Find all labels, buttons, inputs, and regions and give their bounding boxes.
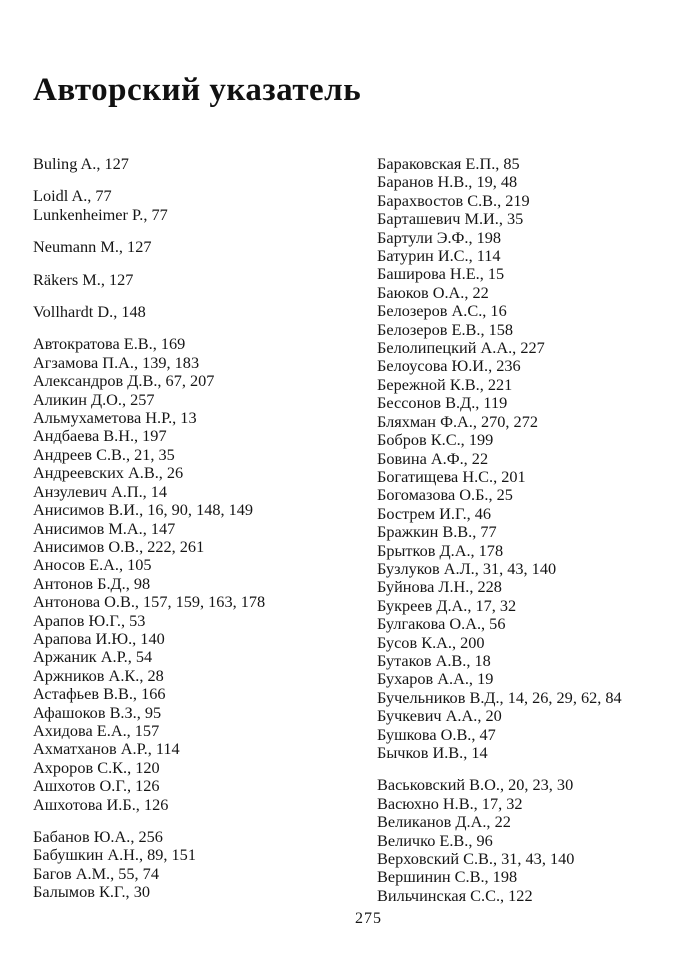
index-entry: Бусов К.А., 200: [377, 632, 485, 652]
index-entry: Анисимов О.В., 222, 261: [33, 536, 205, 556]
index-entry: Бучельников В.Д., 14, 26, 29, 62, 84: [377, 687, 622, 707]
index-entry: Андбаева В.Н., 197: [33, 426, 167, 446]
index-entry: Бострем И.Г., 46: [377, 503, 492, 523]
index-entry: Богатищева Н.С., 201: [377, 466, 526, 486]
index-entry: Ахматханов А.Р., 114: [33, 739, 180, 759]
index-entry: Андреев С.В., 21, 35: [33, 444, 175, 464]
index-entry: Белоусова Ю.И., 236: [377, 356, 521, 376]
index-group: [33, 335, 368, 814]
index-entry: Андреевских А.В., 26: [33, 463, 184, 483]
index-entry: Vollhardt D., 148: [33, 302, 146, 322]
index-group: [33, 238, 368, 256]
index-entry: Арапова И.Ю., 140: [33, 628, 165, 648]
index-entry: Räkers M., 127: [33, 269, 134, 289]
index-entry: Neumann M., 127: [33, 237, 152, 257]
index-entry: Бараковская Е.П., 85: [377, 154, 520, 173]
page-title: Авторский указатель: [33, 72, 362, 108]
index-entry: Бабанов Ю.А., 256: [33, 827, 163, 846]
index-entry: Анисимов М.А., 147: [33, 518, 176, 538]
index-entry: Баранов Н.В., 19, 48: [377, 172, 518, 192]
index-entry: Аносов Е.А., 105: [33, 555, 152, 575]
index-entry: Вершинин С.В., 198: [377, 867, 518, 887]
index-entry: Бражкин В.В., 77: [377, 522, 497, 542]
index-group: [377, 776, 672, 905]
index-entry: Белозеров А.С., 16: [377, 301, 507, 321]
index-entry: Бабушкин А.Н., 89, 151: [33, 845, 196, 865]
index-column-left: [33, 155, 368, 916]
index-entry: Бобров К.С., 199: [377, 430, 494, 450]
index-entry: Автократова Е.В., 169: [33, 334, 186, 354]
index-entry: Бухаров А.А., 19: [377, 669, 494, 689]
index-entry: Анзулевич А.П., 14: [33, 481, 168, 501]
index-entry: Антонова О.В., 157, 159, 163, 178: [33, 592, 266, 612]
index-entry: Buling A., 127: [33, 154, 129, 173]
index-entry: Антонов Б.Д., 98: [33, 573, 151, 593]
index-entry: Вильчинская С.С., 122: [377, 885, 533, 905]
index-entry: Афашоков В.З., 95: [33, 702, 162, 722]
index-group: [33, 303, 368, 321]
index-entry: Альмухаметова Н.Р., 13: [33, 408, 197, 428]
index-entry: Аликин Д.О., 257: [33, 389, 155, 409]
index-entry: Бессонов В.Д., 119: [377, 393, 508, 413]
index-entry: Александров Д.В., 67, 207: [33, 371, 215, 391]
index-entry: Lunkenheimer P., 77: [33, 204, 168, 224]
index-entry: Агзамова П.А., 139, 183: [33, 352, 200, 372]
index-entry: Бучкевич А.А., 20: [377, 706, 502, 726]
index-entry: Брытков Д.А., 178: [377, 540, 504, 560]
index-entry: Бутаков А.В., 18: [377, 650, 491, 670]
index-entry: Бляхман Ф.А., 270, 272: [377, 411, 538, 431]
index-entry: Булгакова О.А., 56: [377, 614, 506, 634]
index-entry: Барахвостов С.В., 219: [377, 190, 530, 210]
index-entry: Ахидова Е.А., 157: [33, 720, 160, 740]
index-group: [377, 155, 672, 762]
index-entry: Аржников А.К., 28: [33, 665, 164, 685]
index-entry: Ашхотов О.Г., 126: [33, 776, 160, 796]
index-entry: Астафьев В.В., 166: [33, 684, 166, 704]
index-entry: Loidl A., 77: [33, 186, 112, 206]
index-column-right: [377, 155, 672, 919]
index-entry: Баширова Н.Е., 15: [377, 264, 505, 284]
index-entry: Анисимов В.И., 16, 90, 148, 149: [33, 500, 254, 520]
index-entry: Верховский С.В., 31, 43, 140: [377, 849, 575, 869]
index-entry: Великанов Д.А., 22: [377, 812, 511, 832]
index-group: [33, 271, 368, 289]
index-entry: Бартули Э.Ф., 198: [377, 227, 502, 247]
index-group: [33, 828, 368, 902]
index-entry: Васюхно Н.В., 17, 32: [377, 793, 523, 813]
index-entry: Величко Е.В., 96: [377, 830, 493, 850]
index-entry: Балымов К.Г., 30: [33, 882, 150, 902]
index-entry: Барташевич М.И., 35: [377, 209, 524, 229]
index-entry: Богомазова О.Б., 25: [377, 485, 513, 505]
index-entry: Аржаник А.Р., 54: [33, 647, 153, 667]
index-entry: Баюков О.А., 22: [377, 282, 489, 302]
index-group: [33, 187, 368, 224]
index-entry: Белозеров Е.В., 158: [377, 319, 514, 339]
index-group: [33, 155, 368, 173]
index-entry: Ашхотова И.Б., 126: [33, 794, 169, 814]
index-entry: Буйнова Л.Н., 228: [377, 577, 502, 597]
index-entry: Белолипецкий А.А., 227: [377, 338, 545, 358]
index-entry: Букреев Д.А., 17, 32: [377, 595, 517, 615]
index-entry: Бовина А.Ф., 22: [377, 448, 489, 468]
index-entry: Васьковский В.О., 20, 23, 30: [377, 775, 574, 795]
index-entry: Бычков И.В., 14: [377, 743, 488, 762]
index-entry: Бережной К.В., 221: [377, 374, 513, 394]
index-entry: Бузлуков А.Л., 31, 43, 140: [377, 558, 557, 578]
index-entry: Арапов Ю.Г., 53: [33, 610, 146, 630]
index-entry: Ахроров С.К., 120: [33, 757, 160, 777]
index-entry: Бушкова О.В., 47: [377, 724, 496, 744]
index-entry: Багов А.М., 55, 74: [33, 863, 159, 883]
page-number: 275: [355, 910, 382, 927]
index-entry: Батурин И.С., 114: [377, 246, 501, 266]
